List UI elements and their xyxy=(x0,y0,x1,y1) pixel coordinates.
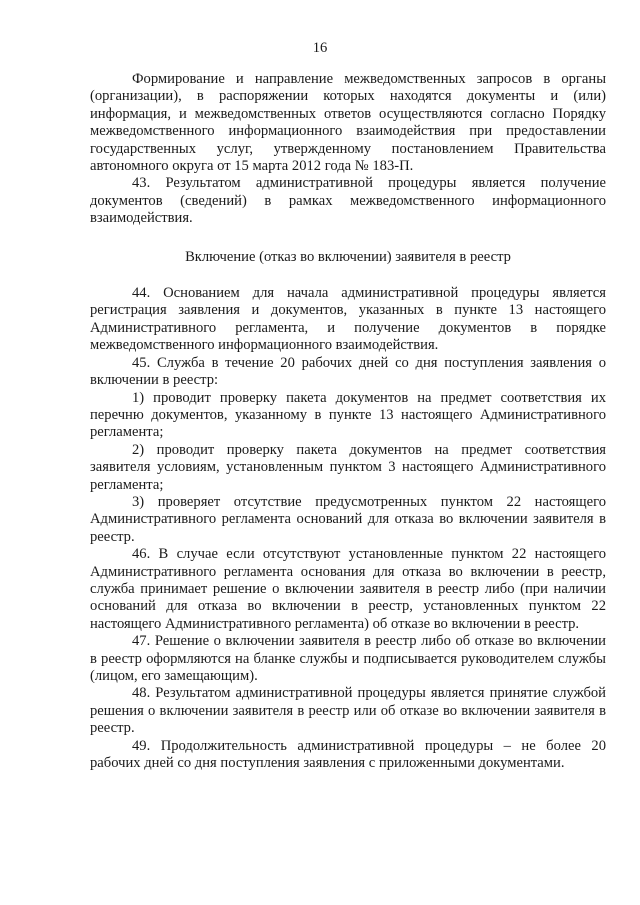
paragraph-49: 49. Продолжительность административной процедуры – не более 20 рабочих дней со дня поступления заявления с приложенными документами. xyxy=(90,737,606,772)
paragraph-44: 44. Основанием для начала административной процедуры является регистрация заявления и документов, указанных в пункте 13 настоящего Административного регламента, и получение документов в порядке межведомственного информационного взаимодействия. xyxy=(90,285,606,354)
paragraph-45: 45. Служба в течение 20 рабочих дней со дня поступления заявления о включении в реестр: xyxy=(90,354,606,389)
paragraph-45-item-3: 3) проверяет отсутствие предусмотренных пунктом 22 настоящего Административного регламента оснований для отказа во включении заявителя в реестр. xyxy=(90,493,606,545)
section-heading: Включение (отказ во включении) заявителя в реестр xyxy=(185,248,511,265)
paragraph-interagency-requests: Формирование и направление межведомственных запросов в органы (организации), в распоряжении которых находятся документы и (или) информация, и межведомственных ответов осуществляются согласно Порядку межведомственного информационного взаимодействия при предоставлении государственных услуг, утвержденному постановлением Правительства автономного округа от 15 марта 2012 года № 183-П. xyxy=(90,71,606,175)
paragraph-45-item-1: 1) проводит проверку пакета документов на предмет соответствия их перечню документов, указанному в пункте 13 настоящего Административного регламента; xyxy=(90,389,606,441)
document-body xyxy=(90,71,606,772)
page-number: 16 xyxy=(312,40,328,56)
paragraph-43: 43. Результатом административной процедуры является получение документов (сведений) в рамках межведомственного информационного взаимодействия. xyxy=(90,175,606,227)
paragraph-46: 46. В случае если отсутствуют установленные пунктом 22 настоящего Административного регламента основания для отказа во включении в реестр, служба принимает решение о включении заявителя в реестр либо (при наличии оснований для отказа во включении в реестр, установленных пунктом 22 настоящего Административного регламента) об отказе во включении в реестр. xyxy=(90,546,606,632)
paragraph-48: 48. Результатом административной процедуры является принятие службой решения о включении заявителя в реестр или об отказе во включении заявителя в реестр. xyxy=(90,685,606,737)
paragraph-47: 47. Решение о включении заявителя в реестр либо об отказе во включении в реестр оформляются на бланке службы и подписывается руководителем службы (лицом, его замещающим). xyxy=(90,633,606,684)
paragraph-45-item-2: 2) проводит проверку пакета документов на предмет соответствия заявителя условиям, установленным пунктом 3 настоящего Административного регламента; xyxy=(90,441,606,493)
